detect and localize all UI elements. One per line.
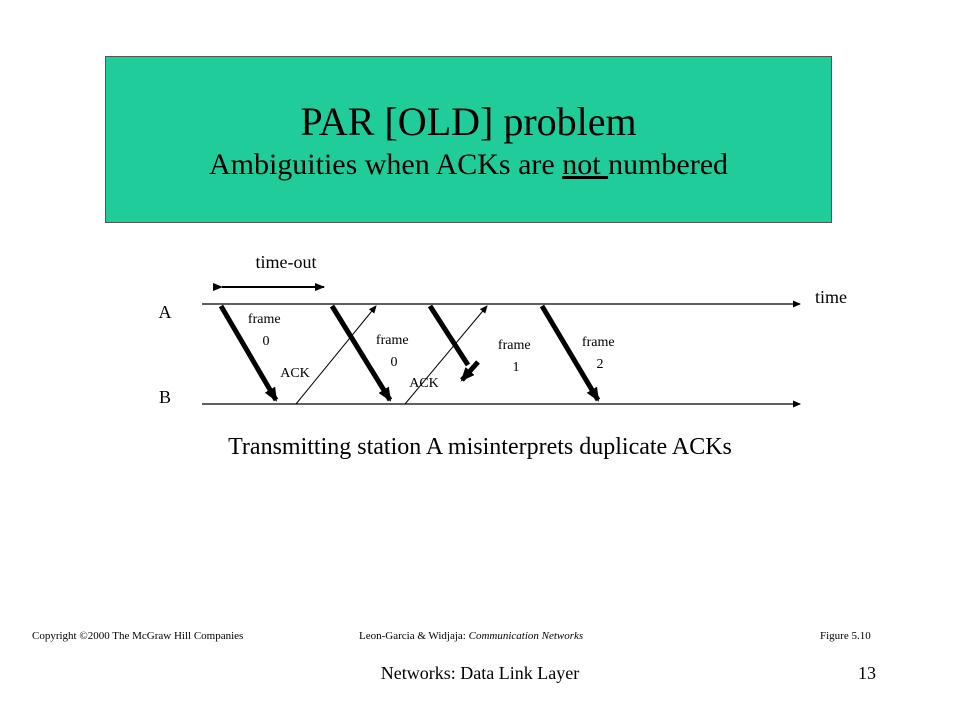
lost-ack-arrow [462,362,478,380]
ack-label-1: ACK [409,376,439,391]
frame-word-1: frame [375,333,409,348]
citation-authors: Leon-Garcia & Widjaja: [359,630,469,642]
ack-label-0: ACK [280,366,310,381]
frame-num-0: 0 [262,334,270,349]
figure-number: Figure 5.10 [820,630,871,642]
time-label: time [815,287,847,307]
frame-word-3: frame [581,335,615,350]
copyright-text: Copyright ©2000 The McGraw Hill Companies [32,630,244,642]
frame-label-3 [582,335,618,372]
frame-num-3: 2 [596,357,604,372]
frame-num-2: 1 [512,360,520,375]
frame-num-1: 0 [390,355,398,370]
frame-word-2: frame [497,338,531,353]
frame-arrow-3 [542,306,598,400]
slide-footer-title: Networks: Data Link Layer [380,663,580,683]
subtitle-prefix: Ambiguities when ACKs are [208,148,563,181]
subtitle-suffix: numbered [608,148,729,181]
page-title: PAR [OLD] problem [300,99,637,144]
page-number: 13 [858,663,876,683]
frame-word-0: frame [247,312,281,327]
frame-arrow-1 [332,306,390,400]
citation [359,629,583,643]
diagram-caption: Transmitting station A misinterprets duplicate ACKs [228,434,732,460]
subtitle-underlined: not [562,148,609,181]
citation-title: Communication Networks [468,630,584,642]
station-a-label: A [158,302,172,322]
frame-label-2 [498,338,534,375]
station-b-label: B [158,387,172,407]
frame-label-1 [376,333,412,370]
frame-label-0 [248,312,284,349]
timeout-label: time-out [255,252,317,272]
